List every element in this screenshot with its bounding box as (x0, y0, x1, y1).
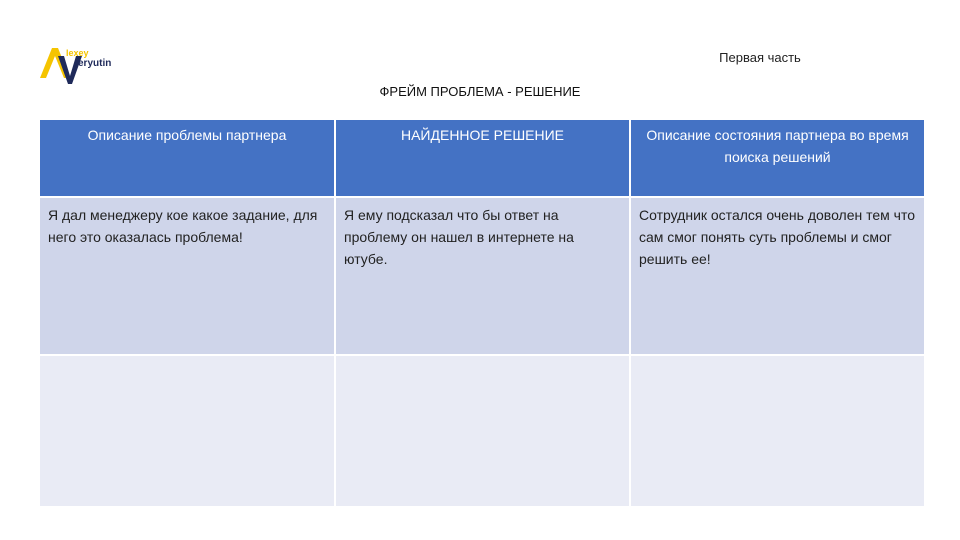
cell-row1-partner-state: Сотрудник остался очень доволен тем что сам смог понять суть проблемы и смог решить ее! (631, 198, 924, 354)
frame-title: ФРЕЙМ ПРОБЛЕМА - РЕШЕНИЕ (379, 84, 581, 99)
logo-av-icon (40, 44, 150, 88)
header-partner-state: Описание состояния партнера во время поиска решений (631, 120, 924, 196)
brand-logo (40, 44, 150, 88)
logo-line2: eryutin (78, 58, 112, 69)
cell-row1-solution: Я ему подсказал что бы ответ на проблему он нашел в интернете на ютубе. (336, 198, 629, 354)
problem-solution-table (40, 120, 924, 508)
cell-row2-partner-state (631, 356, 924, 506)
cell-row2-solution (336, 356, 629, 506)
header-problem: Описание проблемы партнера (40, 120, 334, 196)
cell-row1-problem: Я дал менеджеру кое какое задание, для него это оказалась проблема! (40, 198, 334, 354)
header-solution: НАЙДЕННОЕ РЕШЕНИЕ (336, 120, 629, 196)
cell-row2-problem (40, 356, 334, 506)
logo-line1: lexey (66, 48, 89, 58)
part-label: Первая часть (719, 50, 801, 65)
